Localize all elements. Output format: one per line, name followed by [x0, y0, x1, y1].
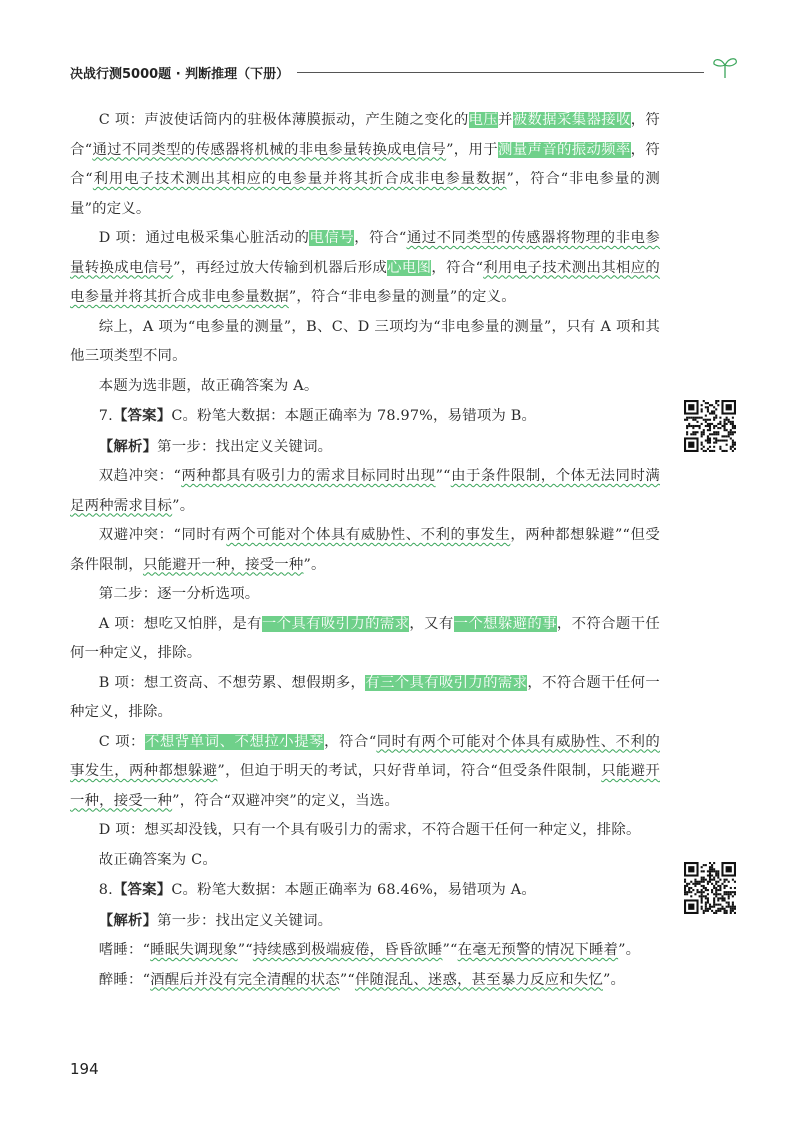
text-run: C。粉笔大数据：本题正确率为 78.97%，易错项为 B。 — [171, 408, 537, 424]
keyword-underline: 通过不同类型的传感器将机械的非电参量转换成电信号 — [92, 141, 447, 158]
sprout-icon — [710, 55, 740, 79]
text-run: ”，用于 — [446, 141, 499, 158]
text-run: ，符合“ — [354, 230, 407, 246]
text-run: A 项：想吃又怕胖，是有 — [98, 615, 262, 632]
paragraph — [70, 224, 660, 313]
paragraph — [70, 816, 660, 846]
highlighted-phrase: 电信号 — [309, 230, 355, 246]
text-run: ，又有 — [409, 615, 454, 632]
text-run: ”“ — [237, 942, 253, 958]
text-run: ”，符合“非电参量的测量”的定义。 — [70, 171, 661, 217]
text-run: 双避冲突：“同时有 — [98, 527, 227, 543]
keyword-underline: 通过不同类型的传感器将物理的非电参量转换成电信号 — [70, 230, 660, 276]
paragraph — [70, 846, 660, 876]
paragraph — [70, 669, 660, 728]
text-run: ，符合“ — [431, 259, 484, 276]
text-run: ，两种都想躲避”“但受条件限制， — [70, 527, 660, 573]
qr-code-icon[interactable] — [684, 862, 736, 914]
label-bold: 【答案】 — [112, 881, 172, 898]
text-run: ，符合“ — [70, 141, 660, 187]
text-run: D 项：通过电极采集心脏活动的 — [98, 230, 310, 246]
text-run: C 项：声波使话筒内的驻极体薄膜振动，产生随之变化的 — [98, 112, 469, 128]
page-number: 194 — [70, 1060, 99, 1078]
highlighted-phrase: 被数据采集器接收 — [512, 112, 631, 128]
keyword-underline: 在毫无预警的情况下睡着 — [457, 942, 619, 958]
keyword-underline: 持续感到极端疲倦，昏昏欲睡 — [252, 942, 443, 958]
highlighted-phrase: 一个具有吸引力的需求 — [261, 615, 410, 632]
text-run: ，不符合题干任何一种定义，排除。 — [70, 615, 660, 661]
keyword-underline: 由于条件限制，个体无法同时满足两种需求目标 — [70, 468, 660, 514]
highlighted-phrase: 有三个具有吸引力的需求 — [365, 674, 528, 691]
paragraph — [70, 462, 660, 521]
keyword-underline: 同时有两个可能对个体具有威胁性、不利的事发生，两种都想躲避 — [70, 733, 660, 779]
text-run: ，不符合题干任何一种定义，排除。 — [70, 674, 660, 720]
answer-explanation-body — [70, 106, 660, 995]
keyword-underline: 伴随混乱、迷惑，甚至暴力反应和失忆 — [354, 971, 603, 988]
keyword-underline: 酒醒后并没有完全清醒的状态 — [150, 971, 340, 988]
paragraph — [70, 432, 660, 463]
label-bold: 【解析】 — [98, 437, 158, 455]
paragraph — [70, 906, 660, 937]
text-run: 并 — [498, 112, 513, 128]
book-title: 决战行测5000题 · 判断推理（下册） — [70, 66, 290, 82]
text-run: ，符合“ — [70, 112, 661, 158]
text-run: ”，符合“非电参量的测量”的定义。 — [288, 289, 516, 305]
text-run: 故正确答案为 C。 — [98, 851, 217, 868]
text-run: ”。 — [303, 556, 326, 573]
highlighted-phrase: 不想背单词、不想拉小提琴 — [144, 733, 325, 750]
keyword-underline: 只能避开一种，接受一种 — [142, 556, 304, 573]
text-run: B 项：想工资高、不想劳累、想假期多， — [98, 674, 366, 691]
text-run: ”“ — [339, 971, 355, 988]
keyword-underline: 两种都具有吸引力的需求目标同时出现 — [181, 468, 436, 484]
text-run: 双趋冲突：“ — [98, 468, 182, 484]
paragraph — [70, 610, 660, 669]
paragraph — [70, 521, 660, 580]
paragraph — [70, 580, 660, 610]
highlighted-phrase: 一个想躲避的事 — [453, 615, 557, 632]
text-run: 嗜睡：“ — [98, 942, 151, 958]
highlighted-phrase: 电压 — [468, 112, 499, 128]
text-run: C。粉笔大数据：本题正确率为 68.46%，易错项为 A。 — [171, 882, 536, 898]
keyword-underline: 只能避开一种，接受一种 — [70, 763, 660, 809]
text-run: 7. — [98, 408, 113, 424]
text-run: C 项： — [98, 733, 145, 750]
text-run: ”“ — [442, 942, 458, 958]
paragraph — [70, 106, 660, 224]
paragraph — [70, 313, 660, 372]
text-run: ，符合“ — [324, 733, 377, 750]
highlighted-phrase: 心电图 — [387, 259, 432, 276]
header-rule — [297, 72, 704, 73]
paragraph — [70, 966, 660, 996]
text-run: 8. — [98, 882, 113, 898]
paragraph — [70, 936, 660, 966]
highlighted-phrase: 测量声音的振动频率 — [498, 141, 631, 158]
keyword-underline: 利用电子技术测出其相应的电参量并将其折合成非电参量数据 — [92, 171, 507, 187]
keyword-underline: 睡眠失调现象 — [150, 942, 238, 958]
text-run: ”，但迫于明天的考试，只好背单词，符合“但受条件限制， — [217, 763, 602, 779]
text-run: 醉睡：“ — [98, 971, 151, 988]
paragraph — [70, 728, 660, 817]
keyword-underline: 利用电子技术测出其相应的电参量并将其折合成非电参量数据 — [70, 259, 660, 305]
text-run: 综上，A 项为“电参量的测量”，B、C、D 三项均为“非电参量的测量”，只有 A 项和其他三项类型不同。 — [70, 318, 660, 364]
running-header — [70, 62, 740, 82]
text-run: 第一步：找出定义关键词。 — [157, 438, 333, 455]
text-run: ”，符合“双避冲突”的定义，当选。 — [172, 792, 400, 809]
text-run: ”。 — [603, 971, 626, 988]
text-run: ”。 — [618, 942, 641, 958]
paragraph — [70, 372, 660, 402]
text-run: ”，再经过放大传输到机器后形成 — [173, 259, 388, 276]
keyword-underline: 两个可能对个体具有威胁性、不利的事发生 — [226, 527, 511, 543]
qr-code-icon[interactable] — [684, 400, 736, 452]
text-run: 第二步：逐一分析选项。 — [98, 586, 260, 602]
text-run: 第一步：找出定义关键词。 — [157, 912, 333, 929]
text-run: 本题为选非题，故正确答案为 A。 — [98, 377, 319, 394]
text-run: D 项：想买却没钱，只有一个具有吸引力的需求，不符合题干任何一种定义，排除。 — [98, 822, 641, 838]
text-run: ”“ — [435, 468, 451, 484]
label-bold: 【解析】 — [98, 911, 158, 929]
paragraph — [70, 875, 660, 906]
text-run: ”。 — [172, 497, 195, 514]
label-bold: 【答案】 — [112, 407, 172, 424]
paragraph — [70, 401, 660, 432]
